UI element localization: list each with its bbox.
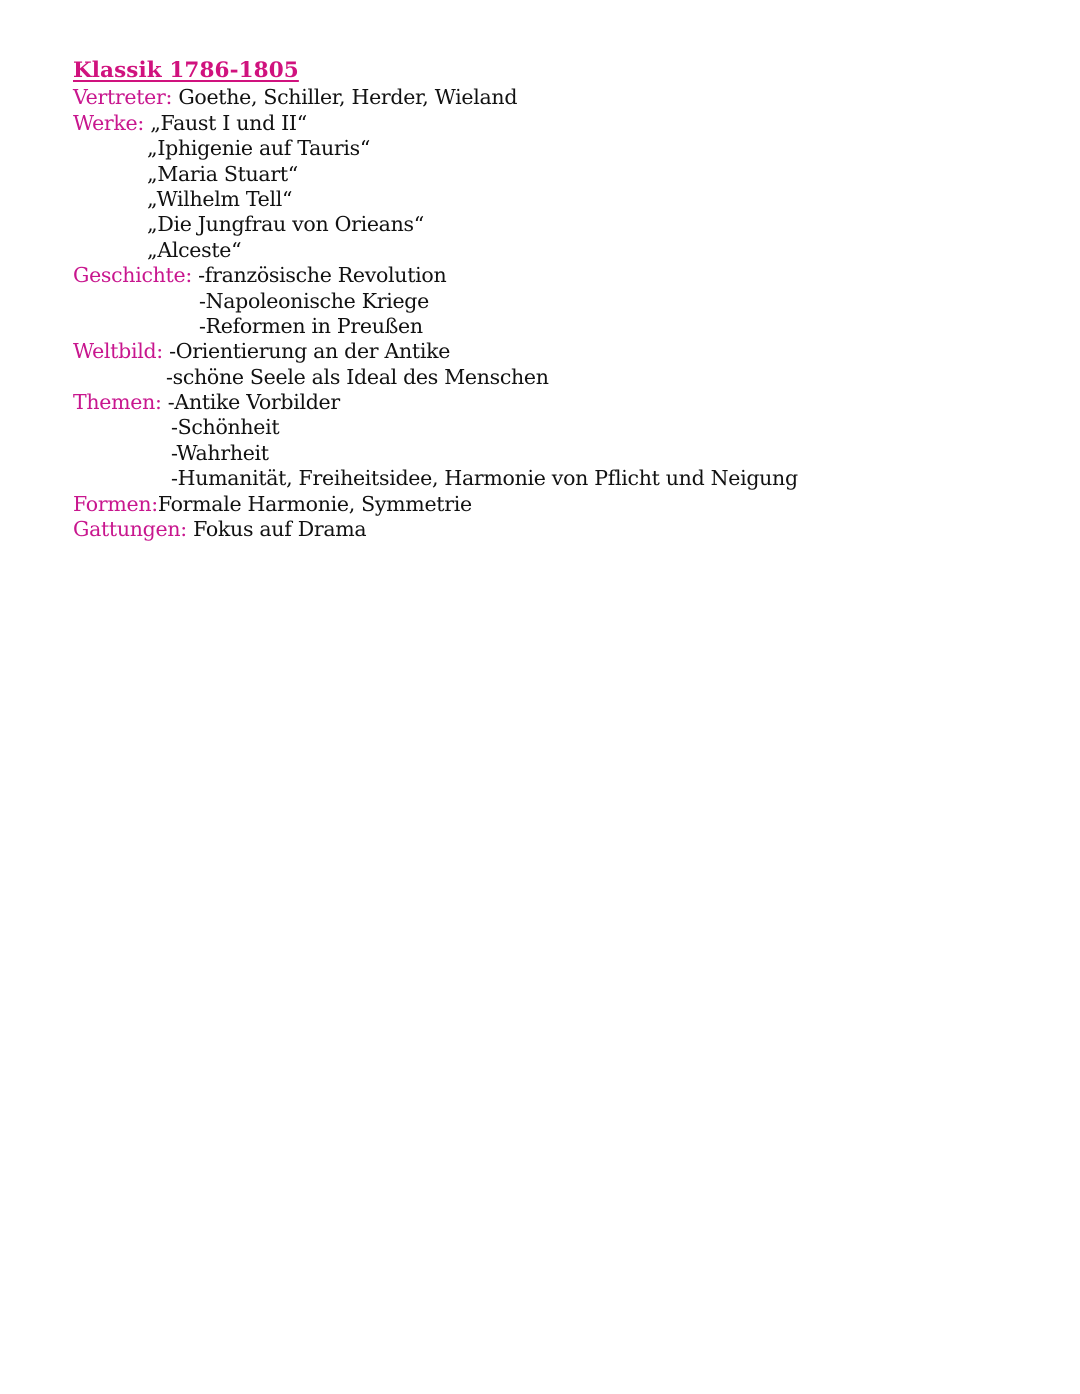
themen-label: Themen:: [73, 390, 162, 415]
werke-item: „Alceste“: [147, 237, 242, 262]
geschichte-item: -französische Revolution: [191, 263, 447, 288]
werke-item: „Faust I und II“: [144, 110, 307, 135]
werke-item: „Maria Stuart“: [147, 161, 298, 186]
werke-item: „Iphigenie auf Tauris“: [147, 136, 371, 161]
notes-body: [73, 58, 798, 542]
formen-value: Formale Harmonie, Symmetrie: [157, 491, 472, 516]
formen-row: [73, 492, 798, 517]
geschichte-item: -Reformen in Preußen: [199, 313, 423, 338]
werke-item: „Wilhelm Tell“: [147, 186, 293, 211]
themen-item: -Wahrheit: [171, 440, 269, 465]
vertreter-row: [73, 85, 798, 110]
gattungen-value: Fokus auf Drama: [186, 517, 367, 542]
page-title: Klassik 1786-1805: [73, 58, 299, 83]
weltbild-label: Weltbild:: [73, 339, 163, 364]
werke-item: „Die Jungfrau von Orieans“: [147, 212, 424, 237]
themen-item: -Antike Vorbilder: [161, 390, 340, 415]
geschichte-label: Geschichte:: [73, 263, 192, 288]
werke-row: [73, 111, 798, 136]
gattungen-label: Gattungen:: [73, 517, 187, 542]
weltbild-row: [73, 339, 798, 364]
vertreter-value: Goethe, Schiller, Herder, Wieland: [172, 85, 518, 110]
geschichte-row: [73, 263, 798, 288]
themen-item: -Humanität, Freiheitsidee, Harmonie von Pflicht und Neigung: [171, 466, 798, 491]
weltbild-item: -Orientierung an der Antike: [162, 339, 451, 364]
gattungen-row: [73, 517, 798, 542]
themen-row: [73, 390, 798, 415]
formen-label: Formen:: [73, 491, 158, 516]
werke-label: Werke:: [73, 110, 144, 135]
geschichte-item: -Napoleonische Kriege: [199, 288, 429, 313]
vertreter-label: Vertreter:: [73, 85, 173, 110]
weltbild-item: -schöne Seele als Ideal des Menschen: [166, 364, 549, 389]
themen-item: -Schönheit: [171, 415, 280, 440]
